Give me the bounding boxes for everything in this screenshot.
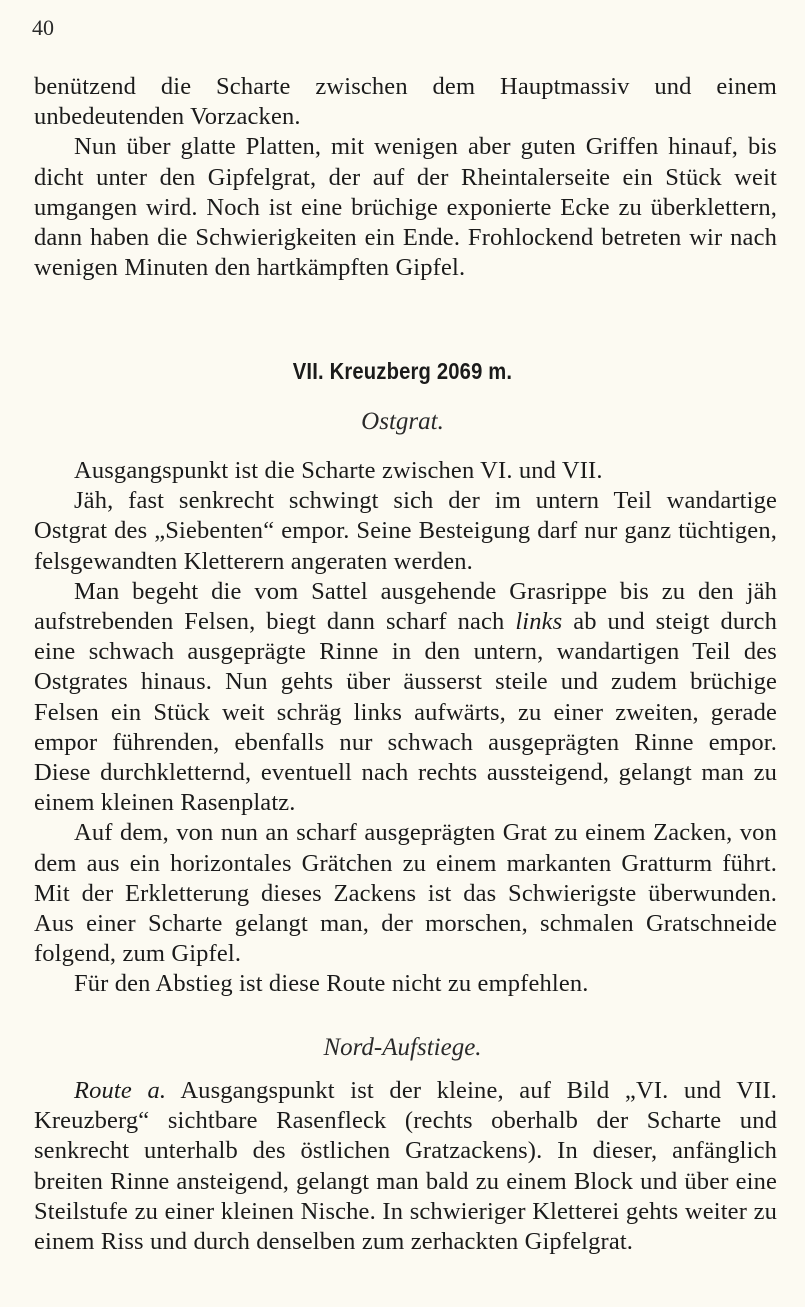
ostgrat-paragraph-5: Für den Abstieg ist diese Route nicht zu empfehlen. <box>74 970 589 998</box>
intro-text <box>34 72 777 283</box>
route-a-paragraph <box>34 1076 777 1257</box>
subheading-nord-aufstiege: Nord-Aufstiege. <box>323 1034 482 1061</box>
nord-text <box>34 1076 777 1257</box>
page-number: 40 <box>32 15 54 40</box>
section-heading: VII. Kreuzberg 2069 m. <box>292 358 513 384</box>
intro-paragraph-1: benützend die Scharte zwischen dem Hauptmassiv und einem unbedeutenden Vorzacken. <box>34 73 777 131</box>
route-a-text: Ausgangspunkt ist der kleine, auf Bild „VI. und VII. Kreuzberg“ sichtbare Rasenfleck (rechts oberhalb der Scharte und senkrecht unterhalb des östlichen Gratzackens). In dieser, anfänglich breiten Rinne ansteigend, gelangt man bald zu einem Block und über eine Steilstufe zu einer kleinen Nische. In schwieriger Kletterei gehts weiter zu einem Riss und durch denselben zum zerhackten Gipfelgrat. <box>34 1077 777 1256</box>
ostgrat-paragraph-2: Jäh, fast senkrecht schwingt sich der im untern Teil wandartige Ostgrat des „Siebenten“ empor. Seine Besteigung darf nur ganz tüchtigen, felsgewandten Kletterern angeraten werden. <box>34 487 777 575</box>
route-a-label: Route a. <box>74 1077 167 1104</box>
ostgrat-paragraph-3-rest: ab und steigt durch eine schwach ausgeprägte Rinne in den untern, wandartigen Teil des Ostgrates hinaus. Nun gehts über äusserst steile und zudem brüchige Felsen ein Stück weit schräg links aufwärts, zu einer zweiten, gerade empor führenden, ebenfalls nur schwach ausgeprägten Rinne empor. Diese durchkletternd, eventuell nach rechts aussteigend, gelangt man zu einem kleinen Rasenplatz. <box>34 608 777 817</box>
ostgrat-paragraph-3 <box>34 577 777 819</box>
ostgrat-text <box>34 456 777 1000</box>
subheading-ostgrat: Ostgrat. <box>361 408 444 435</box>
ostgrat-paragraph-3-start: Man begeht die vom Sattel ausgehende Grasrippe bis zu den jäh aufstrebenden Felsen, biegt dann scharf nach <box>34 577 777 636</box>
intro-paragraph-2: Nun über glatte Platten, mit wenigen aber guten Griffen hinauf, bis dicht unter den Gipfelgrat, der auf der Rheintalerseite ein Stück weit umgangen wird. Noch ist eine brüchige exponierte Ecke zu überklettern, dann haben die Schwierigkeiten ein Ende. Frohlockend betreten wir nach wenigen Minuten den hartkämpften Gipfel. <box>34 133 777 282</box>
ostgrat-paragraph-1: Ausgangspunkt ist die Scharte zwischen VI. und VII. <box>74 457 603 484</box>
links-emphasis: links <box>515 608 563 636</box>
ostgrat-paragraph-4: Auf dem, von nun an scharf ausgeprägten Grat zu einem Zacken, von dem aus ein horizontales Grätchen zu einem markanten Gratturm führt. Mit der Erkletterung dieses Zackens ist das Schwierigste überwunden. Aus einer Scharte gelangt man, der morschen, schmalen Gratschneide folgend, zum Gipfel. <box>34 819 777 968</box>
